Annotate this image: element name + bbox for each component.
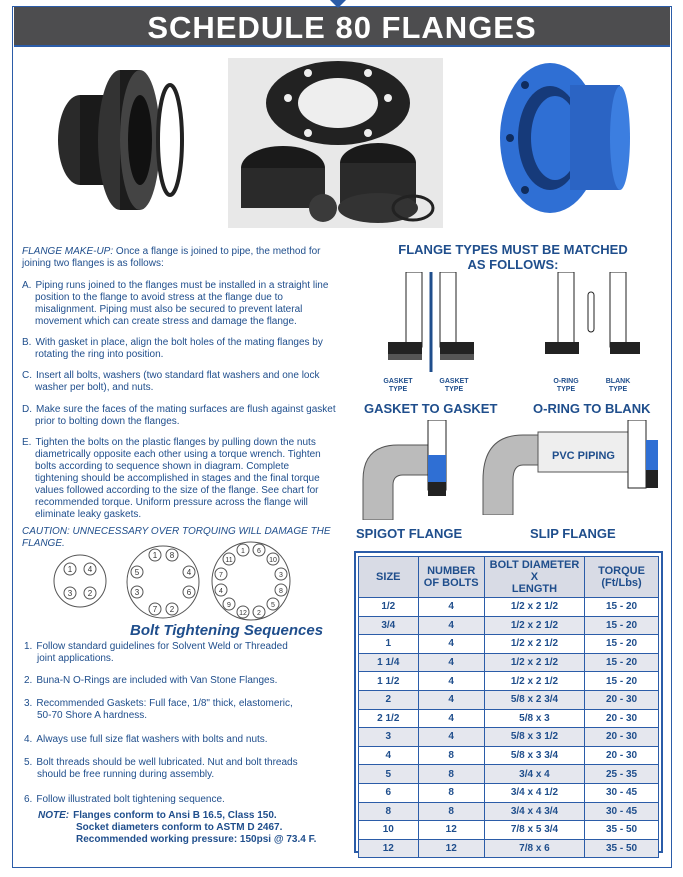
pvc-piping-label: PVC PIPING bbox=[552, 450, 615, 462]
table-row: 2 4 5/8 x 2 3/4 20 - 30 bbox=[359, 690, 659, 709]
bolt-pattern-12 bbox=[210, 540, 292, 622]
step-e: E. Tighten the bolts on the plastic flanges by pulling down the nuts diametrically opposite each other using a torque wrench. Tighten bolts according to sequence shown in diagram. Complete tightening should be accomplished in stages and the final torque values followed according to the size of the flange. See chart for recommended torque. Uniform pressure across the flange will eliminate leaky gaskets. bbox=[22, 437, 321, 520]
makeup-intro bbox=[22, 246, 342, 270]
page-title: SCHEDULE 80 FLANGES bbox=[147, 10, 537, 45]
bolt-number: 6 bbox=[257, 548, 261, 555]
caution-text: CAUTION: UNNECESSARY OVER TORQUING WILL DAMAGE THE FLANGE. bbox=[22, 526, 331, 549]
table-row: 3/4 4 1/2 x 2 1/2 15 - 20 bbox=[359, 616, 659, 635]
slip-flange-diagram bbox=[478, 420, 663, 515]
note-block: NOTE: Flanges conform to Ansi B 16.5, Class 150. Socket diameters conform to ASTM D 2467. Recommended working pressure: 150psi @ 73.4 F. bbox=[38, 810, 317, 845]
flange-types-heading: FLANGE TYPES MUST BE MATCHED AS FOLLOWS: bbox=[398, 242, 628, 272]
flange-photo-side bbox=[40, 60, 190, 220]
bolt-pattern-8 bbox=[125, 544, 201, 620]
header-size: SIZE bbox=[359, 557, 419, 598]
table-row: 8 8 3/4 x 4 3/4 30 - 45 bbox=[359, 802, 659, 821]
oring-to-blank-diagram bbox=[540, 272, 650, 377]
flange-photo-blue bbox=[495, 60, 630, 215]
bolt-number: 8 bbox=[169, 551, 175, 560]
spigot-flange-label: SPIGOT FLANGE bbox=[356, 526, 463, 541]
bolt-item-2: 2. Buna-N O-Rings are included with Van Stone Flanges. bbox=[24, 675, 278, 686]
header-bolt-diameter: BOLT DIAMETER X LENGTH bbox=[484, 557, 584, 598]
bolt-item-5: 5. Bolt threads should be well lubricated. Nut and bolt threads should be free running during assembly. bbox=[24, 757, 298, 780]
bolt-number: 5 bbox=[134, 568, 140, 577]
table-header-row bbox=[359, 557, 659, 598]
table-row: 1 1/2 4 1/2 x 2 1/2 15 - 20 bbox=[359, 672, 659, 691]
table-row: 5 8 3/4 x 4 25 - 35 bbox=[359, 765, 659, 784]
step-c: C. Insert all bolts, washers (two standard flat washers and one lock washer per bolt), and nuts. bbox=[22, 370, 320, 393]
slip-flange-label: SLIP FLANGE bbox=[530, 526, 616, 541]
bolt-number: 9 bbox=[227, 602, 231, 609]
header-torque: TORQUE (Ft/Lbs) bbox=[585, 557, 659, 598]
bolt-number: 4 bbox=[186, 568, 192, 577]
bolt-number: 7 bbox=[152, 605, 158, 614]
bolt-number: 10 bbox=[269, 557, 277, 564]
bolt-number: 1 bbox=[241, 548, 245, 555]
table-row: 6 8 3/4 x 4 1/2 30 - 45 bbox=[359, 783, 659, 802]
table-row: 12 12 7/8 x 6 35 - 50 bbox=[359, 839, 659, 858]
bolt-number: 3 bbox=[134, 588, 140, 597]
bolt-number: 11 bbox=[225, 557, 233, 564]
oring-type-label: O-RING TYPE bbox=[553, 378, 579, 393]
blank-type-label: BLANK TYPE bbox=[605, 378, 631, 393]
bolt-item-4: 4. Always use full size flat washers with bolts and nuts. bbox=[24, 734, 268, 745]
bolt-number: 4 bbox=[219, 588, 223, 595]
bolt-item-6: 6. Follow illustrated bolt tightening sequence. bbox=[24, 794, 225, 805]
bolt-pattern-4 bbox=[52, 553, 108, 609]
bolt-item-3: 3. Recommended Gaskets: Full face, 1/8" thick, elastomeric, 50-70 Shore A hardness. bbox=[24, 698, 293, 721]
bolt-number: 8 bbox=[279, 588, 283, 595]
bolt-number: 6 bbox=[186, 588, 192, 597]
bolt-item-1: 1. Follow standard guidelines for Solvent Weld or Threaded joint applications. bbox=[24, 641, 288, 664]
table-row: 1 4 1/2 x 2 1/2 15 - 20 bbox=[359, 635, 659, 654]
gasket-to-gasket-label: GASKET TO GASKET bbox=[364, 401, 498, 416]
bolt-torque-table bbox=[358, 556, 659, 858]
table-row: 4 8 5/8 x 3 3/4 20 - 30 bbox=[359, 746, 659, 765]
bolt-number: 1 bbox=[67, 565, 73, 574]
makeup-heading: FLANGE MAKE-UP: bbox=[22, 246, 114, 257]
table-row: 3 4 5/8 x 3 1/2 20 - 30 bbox=[359, 728, 659, 747]
bolt-number: 2 bbox=[169, 605, 175, 614]
bolt-number: 5 bbox=[271, 602, 275, 609]
bolt-number: 2 bbox=[257, 610, 261, 617]
bolt-number: 3 bbox=[279, 572, 283, 579]
title-banner bbox=[14, 7, 670, 47]
table-row: 10 12 7/8 x 5 3/4 35 - 50 bbox=[359, 821, 659, 840]
bolt-number: 4 bbox=[87, 565, 93, 574]
table-row: 1 1/4 4 1/2 x 2 1/2 15 - 20 bbox=[359, 653, 659, 672]
banner-notch bbox=[330, 0, 346, 8]
makeup-intro-text: Once a flange is joined to pipe, the method for joining two flanges is as follows: bbox=[22, 246, 321, 269]
gasket-to-gasket-diagram bbox=[378, 272, 488, 377]
gasket-type-label-left: GASKET TYPE bbox=[383, 378, 413, 393]
step-a: A. Piping runs joined to the flanges must be installed in a straight line position to the flange to avoid stress at the flange due to misalignment. Piping must also be secured to prevent lateral movement which can create stress and damage the flange. bbox=[22, 280, 329, 327]
header-number-of-bolts: NUMBER OF BOLTS bbox=[418, 557, 484, 598]
spigot-flange-diagram bbox=[358, 420, 468, 520]
bolt-number: 7 bbox=[219, 572, 223, 579]
table-row: 1/2 4 1/2 x 2 1/2 15 - 20 bbox=[359, 598, 659, 617]
bolt-number: 2 bbox=[87, 589, 93, 598]
step-d: D. Make sure the faces of the mating surfaces are flush against gasket prior to bolting down the flanges. bbox=[22, 404, 336, 427]
oring-to-blank-label: O-RING TO BLANK bbox=[533, 401, 651, 416]
bolt-sequence-title: Bolt Tightening Sequences bbox=[130, 622, 324, 639]
gasket-type-label-right: GASKET TYPE bbox=[439, 378, 469, 393]
table-row: 2 1/2 4 5/8 x 3 20 - 30 bbox=[359, 709, 659, 728]
step-b: B. With gasket in place, align the bolt holes of the mating flanges by rotating the ring into position. bbox=[22, 337, 323, 360]
bolt-number: 3 bbox=[67, 589, 73, 598]
flange-photo-group bbox=[228, 58, 443, 228]
bolt-number: 1 bbox=[152, 551, 158, 560]
bolt-number: 12 bbox=[239, 610, 247, 617]
